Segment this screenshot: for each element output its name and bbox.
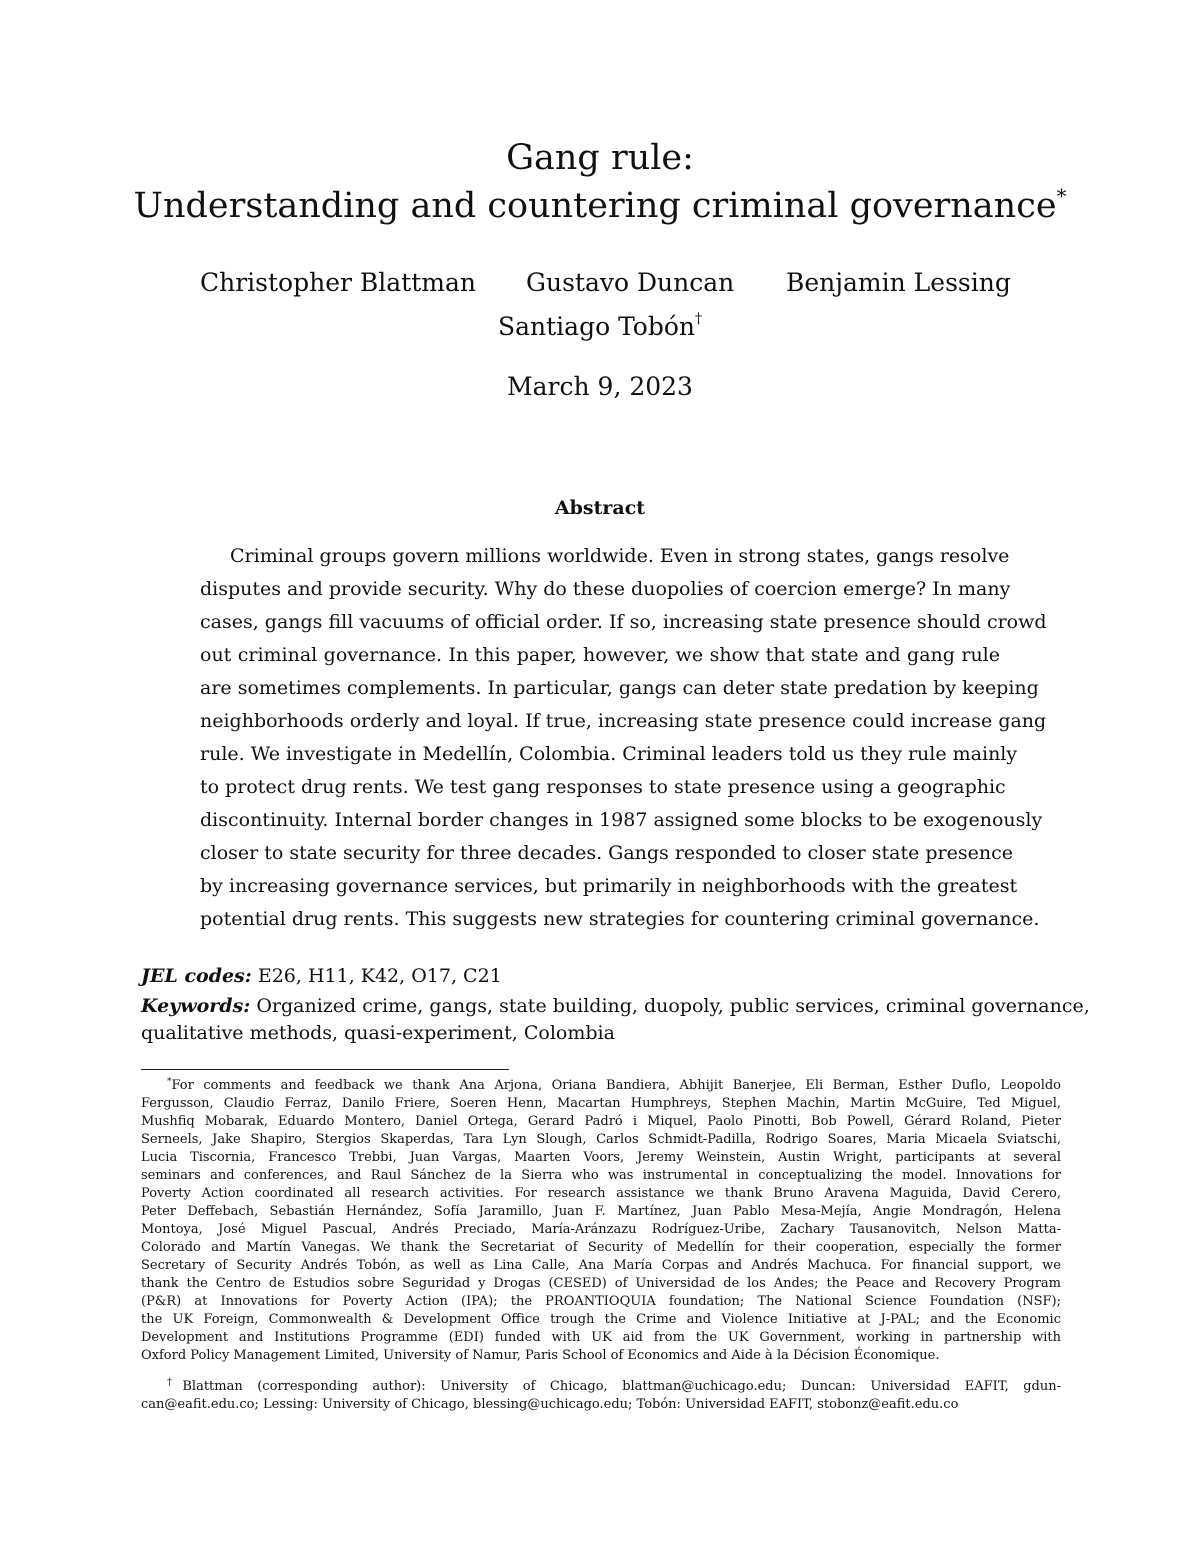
abstract-heading: Abstract [554, 497, 646, 519]
footnote-divider [141, 1069, 509, 1070]
footnote-line: the UK Foreign, Commonwealth & Development Office trough the Crime and Violence Initiative at J-PAL; and the Economic [141, 1312, 1061, 1327]
paper-date: March 9, 2023 [507, 372, 693, 401]
author-tobon: Santiago Tobón [497, 312, 696, 341]
footnote-line: Lucia Tiscornia, Francesco Trebbi, Juan Vargas, Maarten Voors, Jeremy Weinstein, Austin Wright, participants at several [141, 1150, 1061, 1165]
jel-codes [141, 963, 1061, 990]
footnote-line [141, 1077, 1061, 1095]
author-blattman: Christopher Blattman [200, 268, 476, 297]
footnote-line: Secretary of Security Andrés Tobón, as well as Lina Calle, Ana María Corpas and Andrés Machuca. For financial support, we [141, 1258, 1061, 1273]
abstract-body [200, 540, 1047, 936]
abstract-line: cases, gangs fill vacuums of official order. If so, increasing state presence should crowd [200, 611, 1047, 633]
abstract-line: out criminal governance. In this paper, however, we show that state and gang rule [200, 644, 1000, 666]
abstract-line: discontinuity. Internal border changes in 1987 assigned some blocks to be exogenously [200, 809, 1043, 831]
abstract-line: potential drug rents. This suggests new strategies for countering criminal governance. [200, 908, 1040, 930]
abstract-line: to protect drug rents. We test gang responses to state presence using a geographic [200, 776, 1006, 798]
footnote-line-text: Blattman (corresponding author): University of Chicago, blattman@uchicago.edu; Duncan: Universidad EAFIT, gdun- [182, 1379, 1061, 1394]
keywords-value-2: qualitative methods, quasi-experiment, Colombia [141, 1022, 615, 1044]
author-footnote-marker[interactable]: † [695, 311, 703, 327]
footnote-line-text: For comments and feedback we thank Ana Arjona, Oriana Bandiera, Abhijit Banerjee, Eli Berman, Esther Duflo, Leopoldo [171, 1078, 1061, 1093]
abstract-line: rule. We investigate in Medellín, Colombia. Criminal leaders told us they rule mainly [200, 743, 1018, 765]
abstract-line: closer to state security for three decades. Gangs responded to closer state presence [200, 842, 1013, 864]
keywords-line-1 [141, 993, 1090, 1020]
keywords-label: Keywords: [141, 995, 251, 1017]
keywords [141, 993, 1090, 1047]
jel-value: E26, H11, K42, O17, C21 [257, 965, 502, 987]
footnote-line: Oxford Policy Management Limited, University of Namur, Paris School of Economics and Aide à la Décision Économique. [141, 1348, 940, 1363]
footnote-line: (P&R) at Innovations for Poverty Action (IPA); the PROANTIOQUIA foundation; The National Science Foundation (NSF); [141, 1294, 1061, 1309]
footnote-line: can@eafit.edu.co; Lessing: University of Chicago, blessing@uchicago.edu; Tobón: Universidad EAFIT, stobonz@eafit.edu.co [141, 1397, 959, 1412]
footnote-line: Peter Deffebach, Sebastián Hernández, Sofía Jaramillo, Juan F. Martínez, Juan Pablo Mesa-Mejía, Angie Mondragón, Helena [141, 1204, 1061, 1219]
footnote-marker-dagger: † [167, 1377, 183, 1388]
abstract-line: disputes and provide security. Why do these duopolies of coercion emerge? In many [200, 578, 1011, 600]
abstract-line: by increasing governance services, but primarily in neighborhoods with the greatest [200, 875, 1018, 897]
footnote-line: Montoya, José Miguel Pascual, Andrés Preciado, María-Aránzazu Rodríguez-Uribe, Zachary Tausanovitch, Nelson Matta- [141, 1222, 1061, 1237]
footnote-line: seminars and conferences, and Raul Sánchez de la Sierra who was instrumental in conceptualizing the model. Innovations for [141, 1168, 1061, 1183]
author-lessing: Benjamin Lessing [786, 268, 1011, 297]
jel-label: JEL codes: [141, 965, 252, 987]
footnote-marker-star: * [167, 1077, 172, 1087]
footnote-line: Colorado and Martín Vanegas. We thank the Secretariat of Security of Medellín for their cooperation, especially the former [141, 1240, 1061, 1255]
footnote-acknowledgements [141, 1077, 1061, 1365]
title-footnote-marker[interactable]: * [1056, 184, 1067, 208]
abstract-line: Criminal groups govern millions worldwide. Even in strong states, gangs resolve [230, 545, 1010, 567]
title-line-2-text: Understanding and countering criminal governance [133, 186, 1057, 226]
paper-title [0, 134, 1200, 230]
title-line-2 [0, 182, 1200, 230]
author-duncan: Gustavo Duncan [526, 268, 735, 297]
footnote-line: Mushfiq Mobarak, Eduardo Montero, Daniel Ortega, Gerard Padró i Miquel, Paolo Pinotti, Bob Powell, Gérard Roland, Pieter [141, 1114, 1061, 1129]
abstract-line: neighborhoods orderly and loyal. If true, increasing state presence could increase gang [200, 710, 1047, 732]
author-row-2 [0, 312, 1200, 341]
title-line-1: Gang rule: [506, 138, 694, 178]
footnote-line: Serneels, Jake Shapiro, Stergios Skaperdas, Tara Lyn Slough, Carlos Schmidt-Padilla, Rodrigo Soares, Maria Micaela Sviatschi, [141, 1132, 1061, 1147]
footnote-line: Development and Institutions Programme (EDI) funded with UK aid from the UK Government, working in partnership with [141, 1330, 1061, 1345]
footnote-line [141, 1378, 1061, 1396]
abstract-line: are sometimes complements. In particular, gangs can deter state predation by keeping [200, 677, 1039, 699]
footnote-line: thank the Centro de Estudios sobre Seguridad y Drogas (CESED) of Universidad de los Andes; the Peace and Recovery Program [141, 1276, 1061, 1291]
keywords-value-1: Organized crime, gangs, state building, duopoly, public services, criminal governance, [256, 995, 1090, 1017]
footnote-affiliations [141, 1378, 1061, 1414]
footnote-line: Poverty Action coordinated all research activities. For research assistance we thank Bruno Aravena Maguida, David Cerero, [141, 1186, 1061, 1201]
author-list [180, 268, 1020, 308]
footnote-line: Fergusson, Claudio Ferraz, Danilo Friere, Soeren Henn, Macartan Humphreys, Stephen Machin, Martin McGuire, Ted Miguel, [141, 1096, 1061, 1111]
